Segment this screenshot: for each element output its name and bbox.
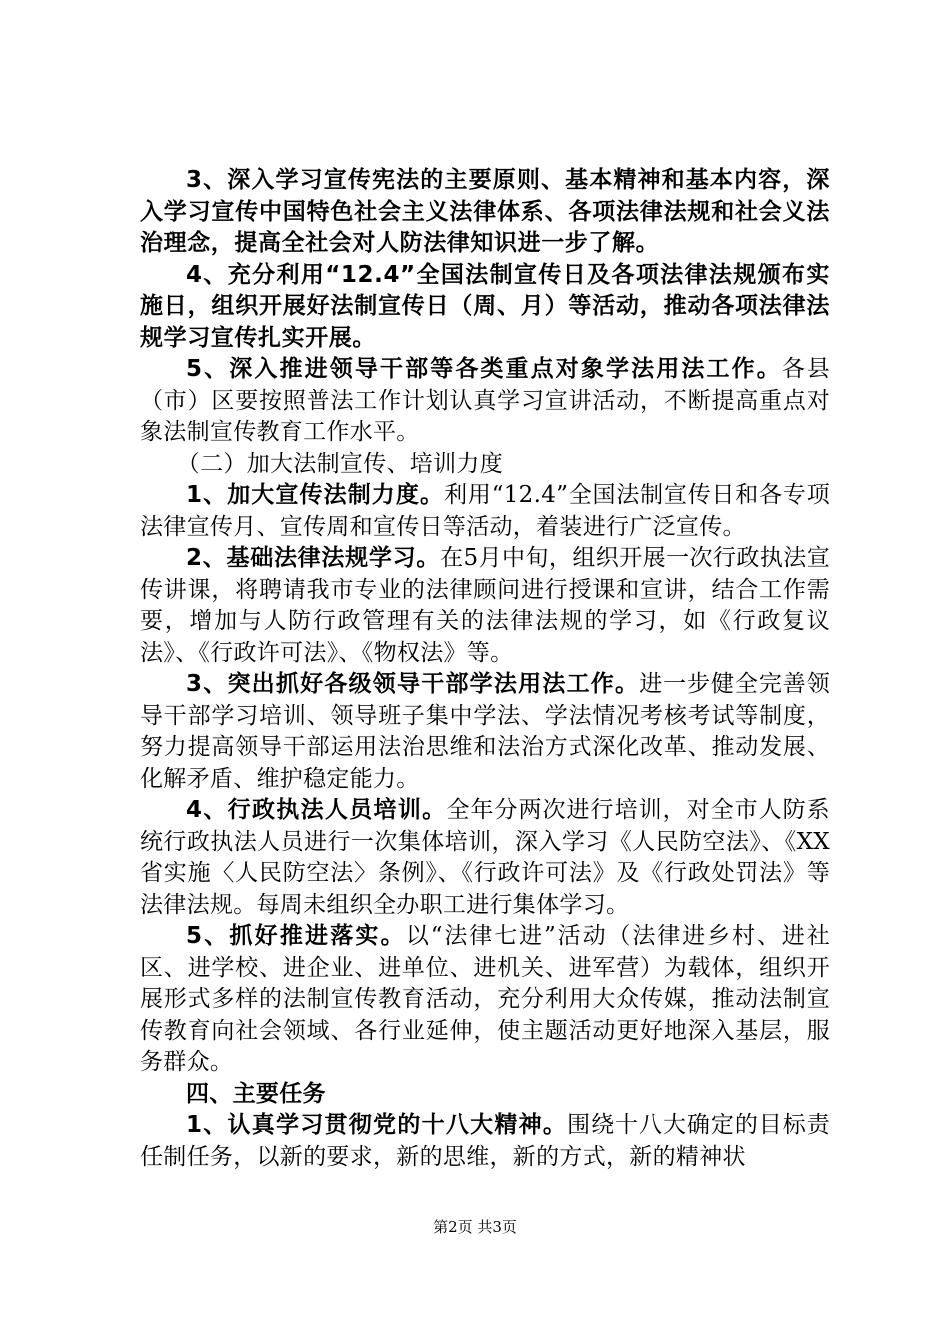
section-2-item-5-bold: 5、抓好推进落实。: [186, 923, 406, 949]
paragraph-4-bold: 4、充分利用“12.4”全国法制宣传日及各项法律法规颁布实施日，组织开展好法制宣传日（周、月）等活动，推动各项法律法规学习宣传扎实开展。: [140, 261, 830, 351]
section-2-item-3-bold: 3、突出抓好各级领导干部学法用法工作。: [186, 671, 640, 697]
section-2-item-1: [140, 480, 830, 543]
section-4-item-1-text: 围绕十八大确定的目标责任制任务，以新的要求，新的思维，新的方式，新的精神状: [140, 1112, 830, 1170]
document-body: [140, 165, 830, 1173]
section-4-item-1-bold: 1、认真学习贯彻党的十八大精神。: [186, 1112, 568, 1138]
paragraph-3-bold: 3、深入学习宣传宪法的主要原则、基本精神和基本内容，深入学习宣传中国特色社会主义法律体系、各项法律法规和社会义法治理念，提高全社会对人防法律知识进一步了解。: [140, 167, 830, 256]
section-2-item-1-bold: 1、加大宣传法制力度。: [186, 482, 445, 508]
section-2-item-4-text: 全年分两次进行培训，对全市人防系统行政执法人员进行一次集体培训，深入学习《人民防空法》、《XX省实施〈人民防空法〉条例》、《行政许可法》及《行政处罚法》等法律法规。每周未组织全办职工进行集体学习。: [140, 797, 830, 918]
section-2-item-2-text: 在5月中旬，组织开展一次行政执法宣传讲课，将聘请我市专业的法律顾问进行授课和宣讲，结合工作需要，增加与人防行政管理有关的法律法规的学习，如《行政复议法》、《行政许可法》、《物权法》等。: [140, 545, 830, 666]
section-2-item-1-text: 利用“12.4”全国法制宣传日和各专项法律宣传月、宣传周和宣传日等活动，着装进行广泛宣传。: [140, 482, 830, 540]
page-footer: 第2页 共3页: [433, 1218, 517, 1236]
section-2-item-4-bold: 4、行政执法人员培训。: [186, 797, 447, 823]
section-2-item-4: [140, 795, 830, 921]
section-2-item-3: [140, 669, 830, 795]
section-2-item-5: [140, 921, 830, 1079]
section-4-heading: 四、主要任务: [186, 1080, 326, 1107]
paragraph-3: [140, 165, 830, 260]
paragraph-5-bold: 5、深入推进领导干部等各类重点对象学法用法工作。: [186, 356, 782, 382]
section-2-item-2-bold: 2、基础法律法规学习。: [186, 545, 441, 571]
section-2-item-2: [140, 543, 830, 669]
section-2-item-3-text: 进一步健全完善领导干部学习培训、领导班子集中学法、学法情况考核考试等制度，努力提高领导干部运用法治思维和法治方式深化改革、推动发展、化解矛盾、维护稳定能力。: [140, 671, 830, 792]
paragraph-5: [140, 354, 830, 449]
section-2-heading: （二）加大法制宣传、培训力度: [176, 450, 503, 477]
section-2-item-5-text: 以“法律七进”活动（法律进乡村、进社区、进学校、进企业、进单位、进机关、进军营）为载体，组织开展形式多样的法制宣传教育活动，充分利用大众传媒，推动法制宣传教育向社会领域、各行业延伸，使主题活动更好地深入基层，服务群众。: [140, 923, 830, 1075]
paragraph-4: [140, 260, 830, 355]
section-4-item-1: [140, 1110, 830, 1173]
paragraph-5-text: 各县（市）区要按照普法工作计划认真学习宣讲活动，不断提高重点对象法制宣传教育工作水平。: [140, 356, 830, 445]
